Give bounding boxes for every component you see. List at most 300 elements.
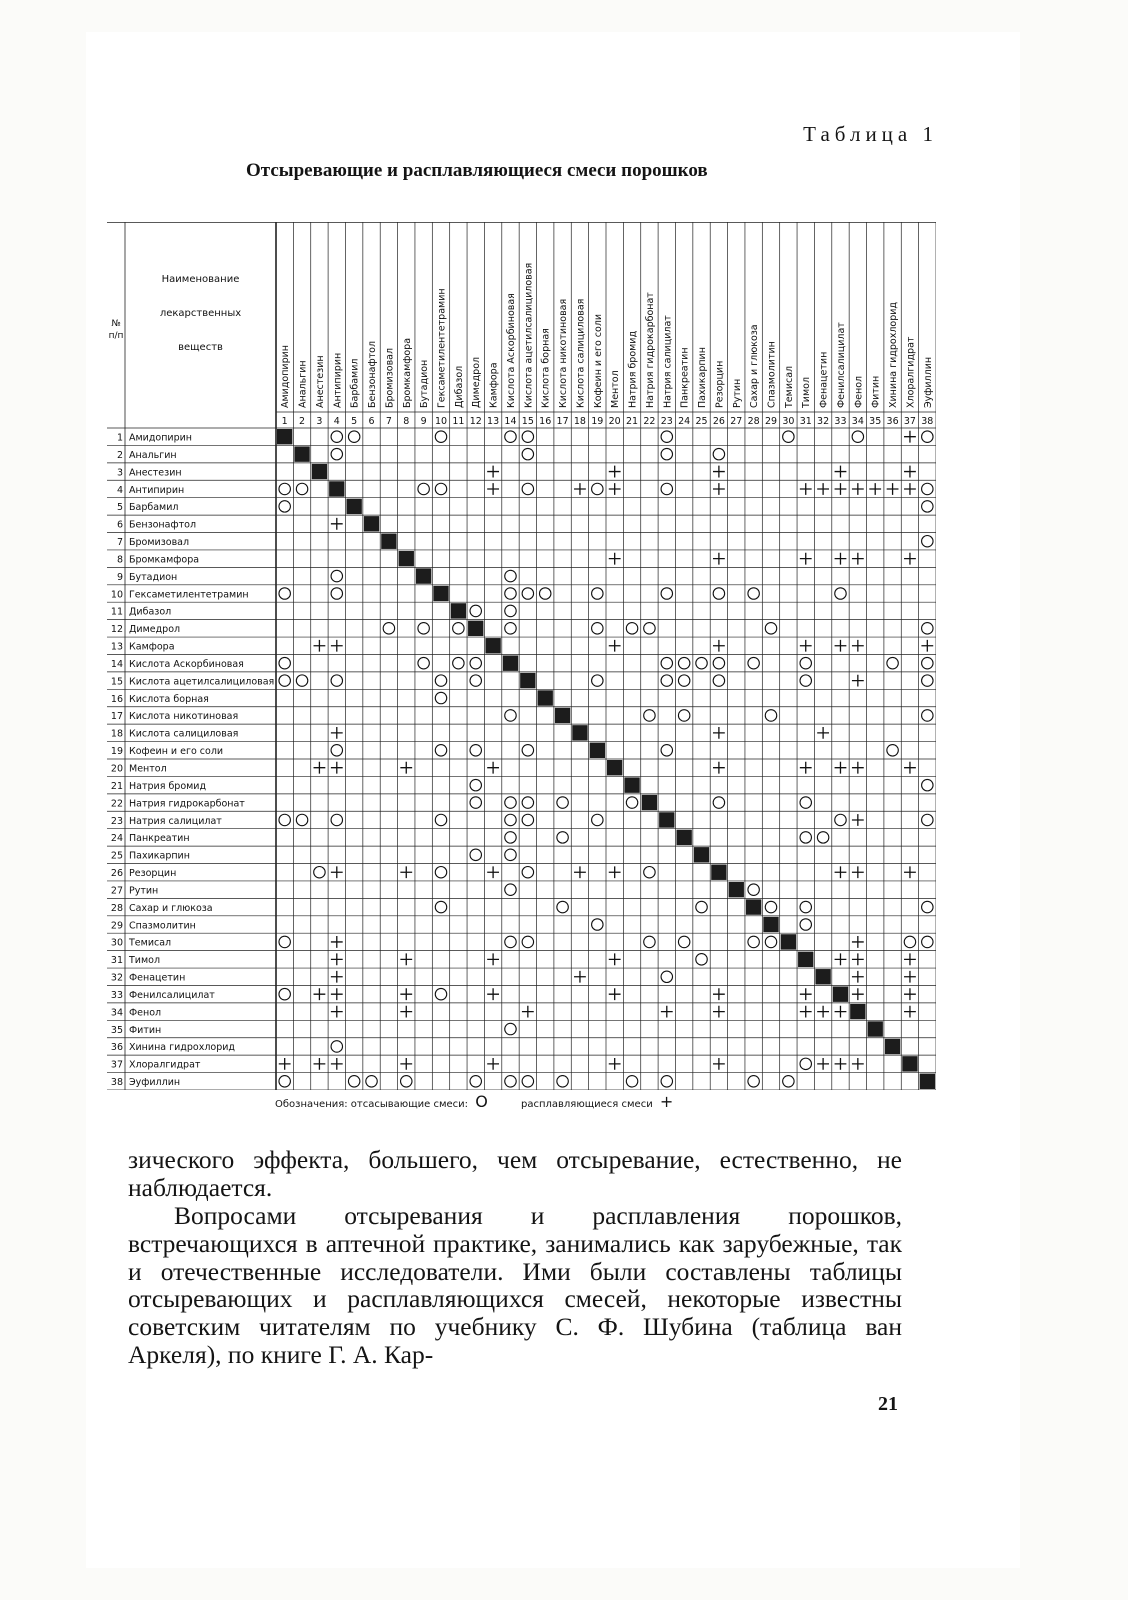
mark-melting: [331, 866, 343, 878]
diagonal-cell: [294, 446, 309, 461]
row-name: Гексаметилентетрамин: [129, 589, 249, 601]
row-name: Фенол: [129, 1007, 162, 1019]
mark-absorbing: [800, 1058, 811, 1069]
mark-absorbing: [522, 797, 533, 808]
row-name: Фитин: [129, 1024, 162, 1036]
diagonal-cell: [399, 551, 414, 566]
mark-melting: [904, 431, 916, 443]
mark-melting: [400, 762, 412, 774]
mark-melting: [331, 936, 343, 948]
mark-absorbing: [418, 623, 429, 634]
column-header: Бромизовал: [384, 347, 396, 408]
row-number: 20: [110, 763, 123, 775]
column-number: 32: [817, 416, 830, 427]
mark-melting: [609, 1058, 621, 1070]
mark-absorbing: [922, 710, 933, 721]
diagonal-cell: [485, 638, 500, 653]
column-header: Натрия бромид: [627, 330, 639, 408]
mark-melting: [713, 1058, 725, 1070]
column-header: Кофеин и его соли: [592, 313, 604, 408]
row-number: 22: [110, 798, 123, 810]
column-header: Эуфиллин: [922, 356, 934, 408]
mark-melting: [835, 1006, 847, 1018]
mark-absorbing: [505, 1076, 516, 1087]
mark-melting: [800, 988, 812, 1000]
diagonal-cell: [607, 760, 622, 775]
mark-absorbing: [887, 745, 898, 756]
mark-absorbing: [748, 588, 759, 599]
row-name: Бромкамфора: [129, 554, 200, 566]
row-name: Резорцин: [129, 868, 177, 880]
mark-absorbing: [453, 623, 464, 634]
mark-absorbing: [418, 483, 429, 494]
mark-absorbing: [748, 1076, 759, 1087]
mark-absorbing: [505, 588, 516, 599]
row-name: Пахикарпин: [129, 850, 190, 862]
row-number: 4: [116, 484, 123, 496]
mark-absorbing: [522, 1076, 533, 1087]
table-label: Таблица 1: [803, 122, 938, 146]
mark-absorbing: [435, 988, 446, 999]
row-number: 38: [110, 1077, 123, 1089]
mark-melting: [904, 553, 916, 565]
row-name: Фенацетин: [129, 972, 186, 984]
legend-melting-symbol: +: [659, 1092, 674, 1111]
diagonal-cell: [798, 952, 813, 967]
corner-header-line: лекарственных: [159, 308, 242, 319]
row-number: 3: [116, 467, 123, 479]
mark-absorbing: [696, 657, 707, 668]
mark-absorbing: [661, 675, 672, 686]
row-number: 26: [110, 868, 123, 880]
mark-absorbing: [922, 675, 933, 686]
mark-absorbing: [713, 797, 724, 808]
column-header: Натрия гидрокарбонат: [644, 292, 656, 408]
mark-absorbing: [331, 448, 342, 459]
row-name: Бутадион: [129, 571, 178, 583]
mark-melting: [835, 1058, 847, 1070]
mark-absorbing: [592, 814, 603, 825]
column-number: 14: [504, 416, 517, 427]
mark-absorbing: [678, 936, 689, 947]
mark-absorbing: [765, 623, 776, 634]
mark-absorbing: [435, 483, 446, 494]
mark-absorbing: [505, 710, 516, 721]
mark-absorbing: [852, 431, 863, 442]
mark-melting: [713, 1006, 725, 1018]
mark-melting: [314, 988, 326, 1000]
mark-melting: [852, 553, 864, 565]
diagonal-cell: [659, 812, 674, 827]
row-name: Хлоралгидрат: [129, 1059, 201, 1071]
column-number: 36: [886, 416, 899, 427]
mark-melting: [835, 466, 847, 478]
mark-absorbing: [505, 570, 516, 581]
mark-absorbing: [800, 919, 811, 930]
mark-absorbing: [314, 867, 325, 878]
mark-absorbing: [522, 588, 533, 599]
mark-absorbing: [922, 657, 933, 668]
mark-melting: [574, 866, 586, 878]
column-number: 22: [643, 416, 656, 427]
mark-absorbing: [626, 623, 637, 634]
column-header: Спазмолитин: [766, 341, 778, 408]
column-number: 7: [385, 416, 392, 427]
mark-melting: [713, 762, 725, 774]
row-number: 30: [110, 937, 123, 949]
mark-absorbing: [557, 901, 568, 912]
mark-melting: [400, 866, 412, 878]
mark-melting: [713, 553, 725, 565]
mark-absorbing: [661, 1076, 672, 1087]
mark-absorbing: [470, 779, 481, 790]
mark-absorbing: [922, 501, 933, 512]
column-header: Ментол: [610, 370, 622, 408]
mark-melting: [852, 953, 864, 965]
diagonal-cell: [729, 882, 744, 897]
mark-melting: [904, 953, 916, 965]
mark-absorbing: [505, 849, 516, 860]
body-paragraph-2: Вопросами отсыревания и расплавления порошков, встречающихся в аптечной практике, занимались как зарубежные, так и отечественные исследователи. Ими были составлены таблицы отсыревающих и расплавляющихся смесей, некоторые известны советским читателям по учебнику С. Ф. Шубина (таблица ван Аркеля), по книге Г. А. Кар-: [128, 1201, 902, 1369]
column-header: Темисал: [783, 365, 795, 408]
mark-absorbing: [279, 588, 290, 599]
column-number: 20: [608, 416, 621, 427]
row-number: 6: [116, 519, 123, 531]
mark-absorbing: [279, 1076, 290, 1087]
mark-melting: [852, 1058, 864, 1070]
mark-melting: [331, 727, 343, 739]
column-header: Кислота салициловая: [575, 298, 587, 408]
mark-absorbing: [783, 1076, 794, 1087]
mark-melting: [921, 640, 933, 652]
mark-absorbing: [661, 483, 672, 494]
row-name: Антипирин: [129, 484, 185, 496]
mark-melting: [574, 483, 586, 495]
mark-melting: [331, 971, 343, 983]
mark-absorbing: [522, 814, 533, 825]
column-header: Камфора: [488, 362, 500, 408]
mark-absorbing: [522, 431, 533, 442]
mark-absorbing: [470, 605, 481, 616]
mark-melting: [904, 1006, 916, 1018]
row-number: 8: [116, 554, 123, 566]
row-name: Кислота Аскорбиновая: [129, 658, 244, 670]
diagonal-cell: [503, 655, 518, 670]
mark-melting: [331, 518, 343, 530]
row-number: 17: [110, 711, 123, 723]
mark-absorbing: [435, 901, 446, 912]
mark-absorbing: [557, 1076, 568, 1087]
column-header: Пахикарпин: [697, 347, 709, 408]
row-name: Кислота борная: [129, 693, 209, 705]
diagonal-cell: [555, 708, 570, 723]
column-header: Анестезин: [314, 355, 326, 408]
diagonal-cell: [902, 1056, 917, 1071]
mark-absorbing: [748, 936, 759, 947]
mark-melting: [609, 953, 621, 965]
mark-absorbing: [922, 431, 933, 442]
mark-melting: [835, 640, 847, 652]
mark-melting: [904, 762, 916, 774]
column-number: 34: [851, 416, 864, 427]
row-name: Сахар и глюкоза: [129, 902, 213, 914]
mark-melting: [487, 466, 499, 478]
mark-absorbing: [435, 814, 446, 825]
row-name: Кислота салициловая: [129, 728, 239, 740]
row-number: 7: [116, 537, 123, 549]
mark-absorbing: [279, 936, 290, 947]
mark-absorbing: [696, 954, 707, 965]
mark-absorbing: [644, 710, 655, 721]
diagonal-cell: [381, 534, 396, 549]
row-name: Бромизовал: [129, 537, 190, 549]
mark-melting: [314, 762, 326, 774]
column-header: Анальгин: [297, 360, 309, 408]
diagonal-cell: [850, 1004, 865, 1019]
column-header: Фитин: [870, 375, 882, 408]
column-header: Гексаметилентетрамин: [436, 288, 448, 408]
diagonal-cell: [277, 429, 292, 444]
row-number: 33: [110, 989, 123, 1001]
column-number: 9: [420, 416, 427, 427]
mark-melting: [887, 483, 899, 495]
column-number: 18: [573, 416, 586, 427]
diagonal-cell: [329, 481, 344, 496]
mark-melting: [574, 971, 586, 983]
mark-absorbing: [783, 431, 794, 442]
mark-absorbing: [366, 1076, 377, 1087]
row-number: 9: [116, 571, 123, 583]
row-name: Панкреатин: [129, 833, 190, 845]
mark-absorbing: [644, 936, 655, 947]
diagonal-cell: [572, 725, 587, 740]
mark-absorbing: [470, 745, 481, 756]
mark-melting: [713, 466, 725, 478]
mark-melting: [400, 1058, 412, 1070]
mark-absorbing: [505, 884, 516, 895]
column-header: Рутин: [731, 378, 743, 408]
row-name: Кислота никотиновая: [129, 711, 239, 723]
mark-absorbing: [522, 936, 533, 947]
mark-melting: [852, 483, 864, 495]
column-number: 19: [591, 416, 604, 427]
row-number: 15: [110, 676, 123, 688]
mark-absorbing: [661, 745, 672, 756]
row-name: Эуфиллин: [129, 1077, 181, 1089]
mark-melting: [835, 762, 847, 774]
mark-absorbing: [922, 936, 933, 947]
mark-absorbing: [713, 448, 724, 459]
mark-absorbing: [470, 797, 481, 808]
mark-absorbing: [922, 814, 933, 825]
mark-absorbing: [661, 588, 672, 599]
mark-absorbing: [817, 832, 828, 843]
row-name: Спазмолитин: [129, 920, 196, 932]
mark-melting: [852, 936, 864, 948]
body-paragraph-1: зического эффекта, большего, чем отсыревание, естественно, не наблюдается.: [128, 1145, 902, 1202]
mark-absorbing: [470, 657, 481, 668]
mark-absorbing: [626, 797, 637, 808]
mark-absorbing: [522, 483, 533, 494]
mark-melting: [904, 988, 916, 1000]
mark-absorbing: [296, 675, 307, 686]
diagonal-cell: [676, 830, 691, 845]
row-number: 11: [110, 606, 123, 618]
diagonal-cell: [416, 568, 431, 583]
column-header: Фенилсалицилат: [835, 322, 847, 408]
column-header: Барбамил: [349, 358, 361, 408]
mark-absorbing: [922, 901, 933, 912]
column-header: Панкреатин: [679, 347, 691, 408]
mark-absorbing: [505, 623, 516, 634]
diagonal-cell: [694, 847, 709, 862]
row-number: 28: [110, 902, 123, 914]
mark-melting: [852, 988, 864, 1000]
mark-absorbing: [505, 1023, 516, 1034]
column-header: Хлоралгидрат: [905, 336, 917, 408]
mark-melting: [713, 988, 725, 1000]
diagonal-cell: [833, 986, 848, 1001]
mark-melting: [817, 483, 829, 495]
row-number: 29: [110, 920, 123, 932]
row-name: Хинина гидрохлорид: [129, 1042, 235, 1054]
mark-melting: [713, 727, 725, 739]
column-header: Кислота борная: [540, 328, 552, 408]
mark-melting: [609, 988, 621, 1000]
column-number: 30: [782, 416, 795, 427]
mark-absorbing: [800, 797, 811, 808]
diagonal-cell: [451, 603, 466, 618]
column-number: 8: [403, 416, 410, 427]
mark-absorbing: [678, 710, 689, 721]
mark-melting: [487, 1058, 499, 1070]
mark-absorbing: [592, 623, 603, 634]
mark-absorbing: [661, 431, 672, 442]
mark-melting: [522, 1006, 534, 1018]
mark-absorbing: [279, 988, 290, 999]
mark-melting: [331, 1058, 343, 1070]
column-header: Резорцин: [714, 360, 726, 408]
mark-absorbing: [296, 483, 307, 494]
column-header: Дибазол: [453, 365, 465, 408]
row-number: 25: [110, 850, 123, 862]
mark-melting: [800, 483, 812, 495]
mark-melting: [487, 953, 499, 965]
mark-melting: [400, 953, 412, 965]
row-number: 19: [110, 746, 123, 758]
mark-absorbing: [279, 657, 290, 668]
diagonal-cell: [763, 917, 778, 932]
mark-absorbing: [678, 675, 689, 686]
column-header: Фенацетин: [818, 351, 830, 408]
mark-absorbing: [557, 832, 568, 843]
mark-melting: [835, 553, 847, 565]
diagonal-cell: [346, 499, 361, 514]
column-header: Сахар и глюкоза: [749, 324, 761, 408]
mark-absorbing: [331, 675, 342, 686]
mark-absorbing: [348, 1076, 359, 1087]
mark-absorbing: [592, 675, 603, 686]
number-header-line: п/п: [108, 331, 124, 341]
mark-absorbing: [505, 936, 516, 947]
column-number: 37: [903, 416, 916, 427]
mark-absorbing: [800, 675, 811, 686]
column-number: 13: [487, 416, 500, 427]
mark-absorbing: [470, 849, 481, 860]
mark-absorbing: [435, 431, 446, 442]
row-number: 12: [110, 624, 123, 636]
mark-absorbing: [505, 814, 516, 825]
row-name: Кофеин и его соли: [129, 746, 224, 758]
mark-melting: [852, 762, 864, 774]
row-number: 27: [110, 885, 123, 897]
mark-absorbing: [835, 814, 846, 825]
column-header: Бромкамфора: [401, 337, 413, 408]
column-header: Антипирин: [332, 352, 344, 408]
mark-melting: [904, 466, 916, 478]
mark-absorbing: [401, 1076, 412, 1087]
mark-absorbing: [592, 919, 603, 930]
mark-absorbing: [678, 657, 689, 668]
mark-absorbing: [383, 623, 394, 634]
mark-melting: [713, 483, 725, 495]
column-number: 15: [521, 416, 534, 427]
row-name: Ментол: [129, 763, 167, 775]
mark-absorbing: [505, 797, 516, 808]
mark-absorbing: [713, 588, 724, 599]
mark-absorbing: [435, 867, 446, 878]
mark-absorbing: [522, 867, 533, 878]
mark-absorbing: [539, 588, 550, 599]
mark-absorbing: [626, 1076, 637, 1087]
legend: [275, 1092, 673, 1111]
mark-absorbing: [644, 623, 655, 634]
row-number: 18: [110, 728, 123, 740]
mark-melting: [661, 1006, 673, 1018]
column-header: Тимол: [801, 376, 813, 408]
legend-absorbing-symbol: O: [475, 1092, 488, 1111]
mark-melting: [609, 640, 621, 652]
diagonal-cell: [312, 464, 327, 479]
row-name: Дибазол: [129, 606, 172, 618]
mark-absorbing: [331, 570, 342, 581]
mark-absorbing: [661, 657, 672, 668]
column-header: Натрия салицилат: [662, 315, 674, 408]
row-name: Амидопирин: [129, 432, 193, 444]
column-number: 6: [368, 416, 375, 427]
column-number: 31: [799, 416, 812, 427]
mark-absorbing: [835, 588, 846, 599]
row-number: 14: [110, 658, 123, 670]
mark-absorbing: [418, 657, 429, 668]
diagonal-cell: [642, 795, 657, 810]
row-number: 1: [116, 432, 123, 444]
mark-absorbing: [922, 536, 933, 547]
column-number: 2: [299, 416, 306, 427]
compatibility-matrix: [107, 222, 936, 1090]
mark-melting: [713, 640, 725, 652]
mark-absorbing: [748, 657, 759, 668]
mark-absorbing: [800, 657, 811, 668]
mark-absorbing: [661, 448, 672, 459]
mark-melting: [800, 553, 812, 565]
mark-absorbing: [331, 588, 342, 599]
mark-melting: [835, 483, 847, 495]
legend-melting-label: расплавляющиеся смеси: [520, 1099, 653, 1110]
mark-absorbing: [331, 1041, 342, 1052]
row-name: Барбамил: [129, 502, 179, 514]
legend-absorbing-label: Обозначения: отсасывающие смеси:: [275, 1099, 469, 1110]
